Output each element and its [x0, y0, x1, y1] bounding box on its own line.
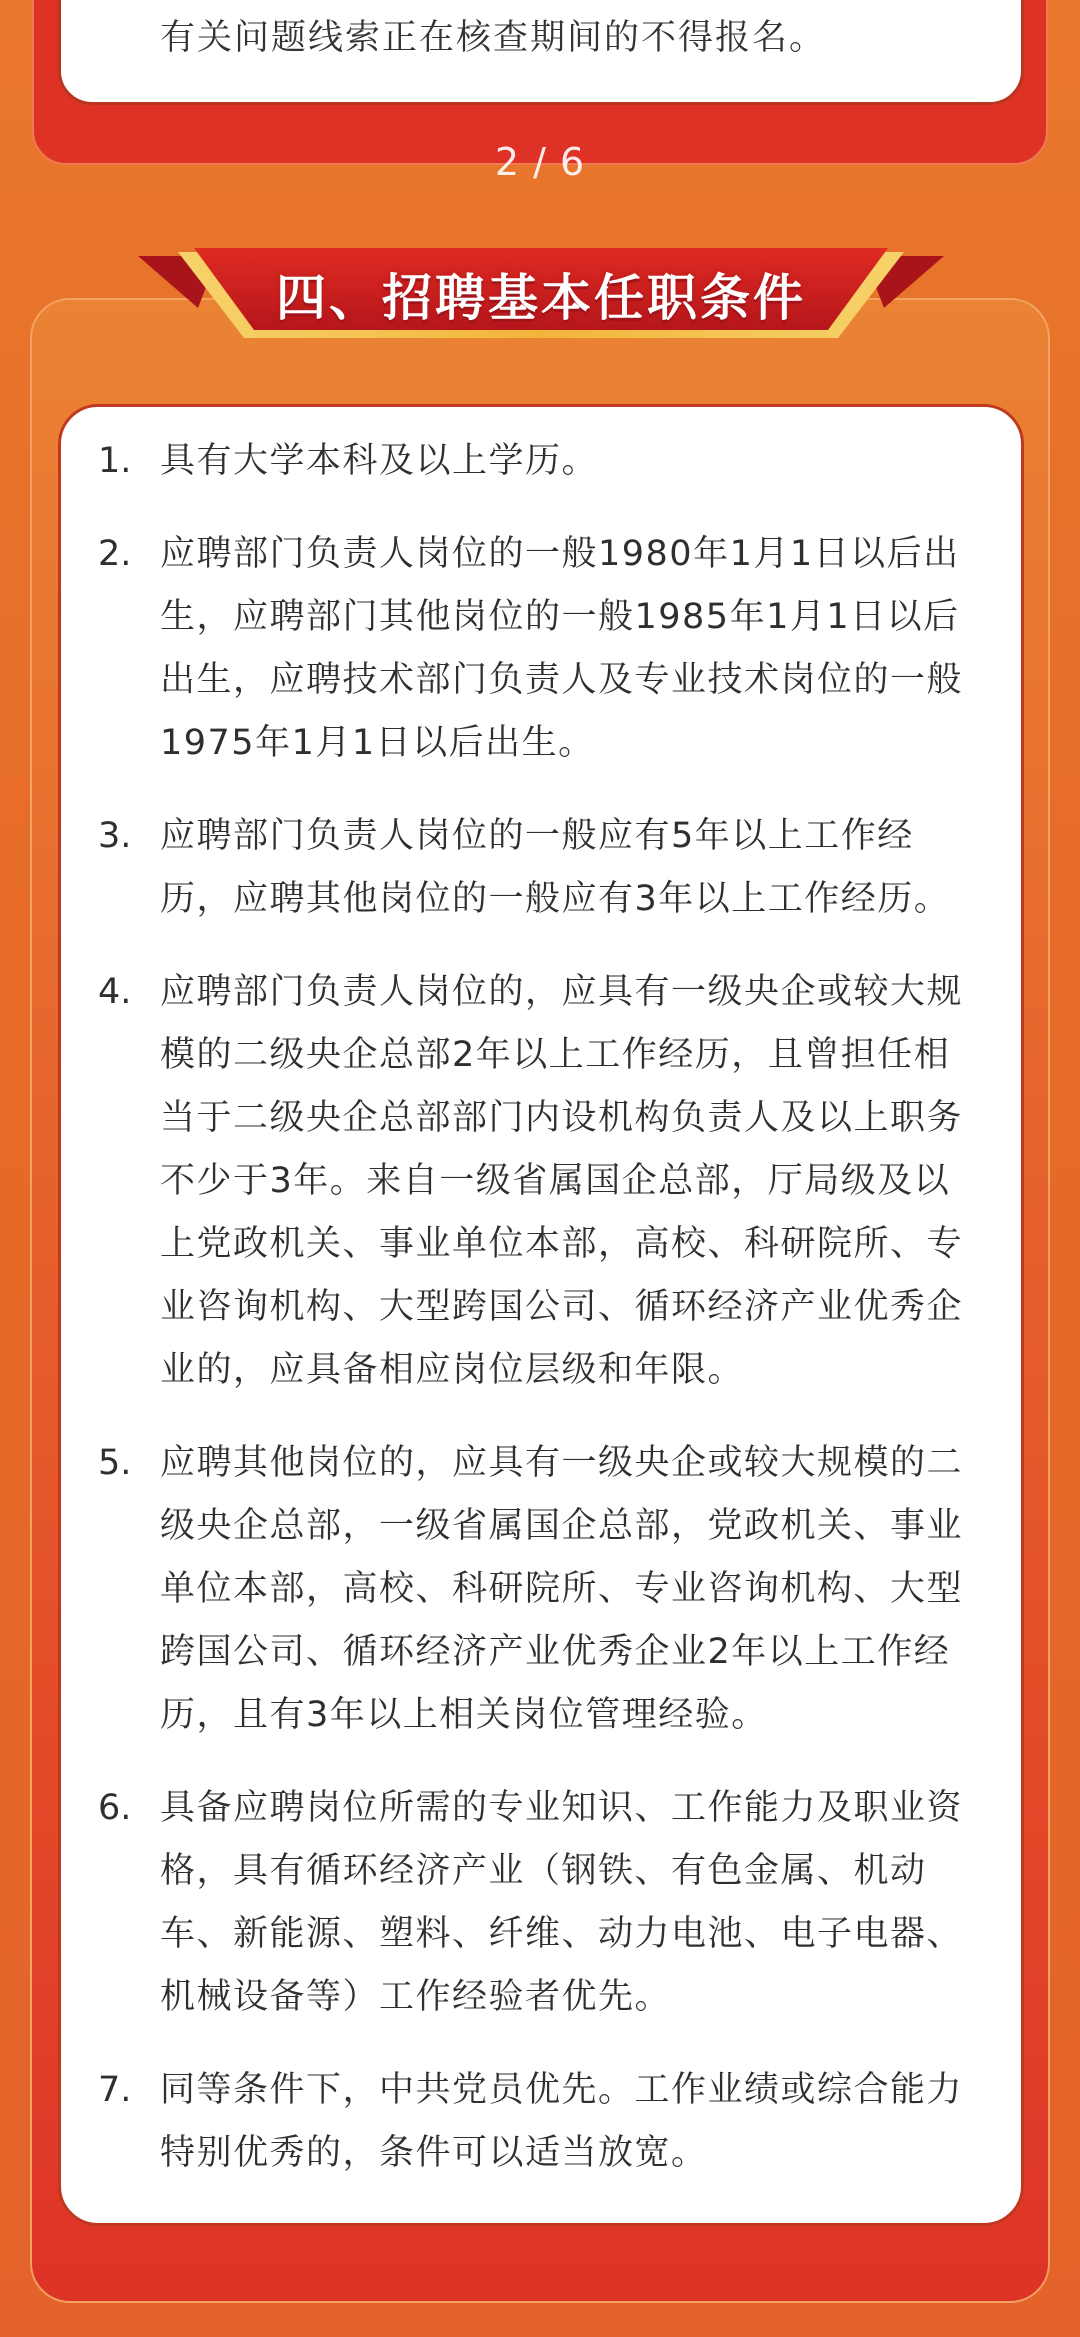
requirement-text: 同等条件下，中共党员优先。工作业绩或综合能力特别优秀的，条件可以适当放宽。	[160, 2070, 964, 2173]
requirement-text: 具备应聘岗位所需的专业知识、工作能力及职业资格，具有循环经济产业（钢铁、有色金属、机动车、新能源、塑料、纤维、动力电池、电子电器、机械设备等）工作经验者优先。	[160, 1788, 964, 2017]
requirement-number: 1.	[98, 441, 132, 481]
requirement-item	[98, 1432, 988, 1747]
requirement-text: 应聘部门负责人岗位的一般应有5年以上工作经历，应聘其他岗位的一般应有3年以上工作经历。	[160, 816, 951, 919]
requirement-number: 3.	[98, 816, 132, 856]
requirement-text: 应聘部门负责人岗位的一般1980年1月1日以后出生，应聘部门其他岗位的一般1985年1月1日以后出生，应聘技术部门负责人及专业技术岗位的一般1975年1月1日以后出生。	[160, 534, 964, 763]
previous-section-text: 有关问题线索正在核查期间的不得报名。	[160, 18, 827, 58]
requirement-number: 6.	[98, 1788, 132, 1828]
requirement-item	[98, 2059, 988, 2185]
requirement-number: 4.	[98, 972, 132, 1012]
section-title: 四、招聘基本任职条件	[276, 269, 806, 327]
requirement-number: 2.	[98, 534, 132, 574]
requirement-text: 应聘其他岗位的，应具有一级央企或较大规模的二级央企总部，一级省属国企总部，党政机关、事业单位本部，高校、科研院所、专业咨询机构、大型跨国公司、循环经济产业优秀企业2年以上工作经历，且有3年以上相关岗位管理经验。	[160, 1443, 964, 1735]
requirement-item	[98, 961, 988, 1402]
requirement-number: 7.	[98, 2070, 132, 2110]
requirements-list	[98, 430, 988, 2215]
requirement-text: 应聘部门负责人岗位的，应具有一级央企或较大规模的二级央企总部2年以上工作经历，且曾担任相当于二级央企总部部门内设机构负责人及以上职务不少于3年。来自一级省属国企总部，厅局级及以上党政机关、事业单位本部，高校、科研院所、专业咨询机构、大型跨国公司、循环经济产业优秀企业的，应具备相应岗位层级和年限。	[160, 972, 964, 1390]
requirement-item	[98, 1777, 988, 2029]
requirement-text: 具有大学本科及以上学历。	[160, 441, 599, 481]
page-indicator: 2 / 6	[494, 140, 586, 184]
requirement-number: 5.	[98, 1443, 132, 1483]
requirement-item	[98, 805, 988, 931]
requirement-item	[98, 523, 988, 775]
section-title-ribbon	[138, 248, 944, 340]
requirement-item	[98, 430, 988, 493]
